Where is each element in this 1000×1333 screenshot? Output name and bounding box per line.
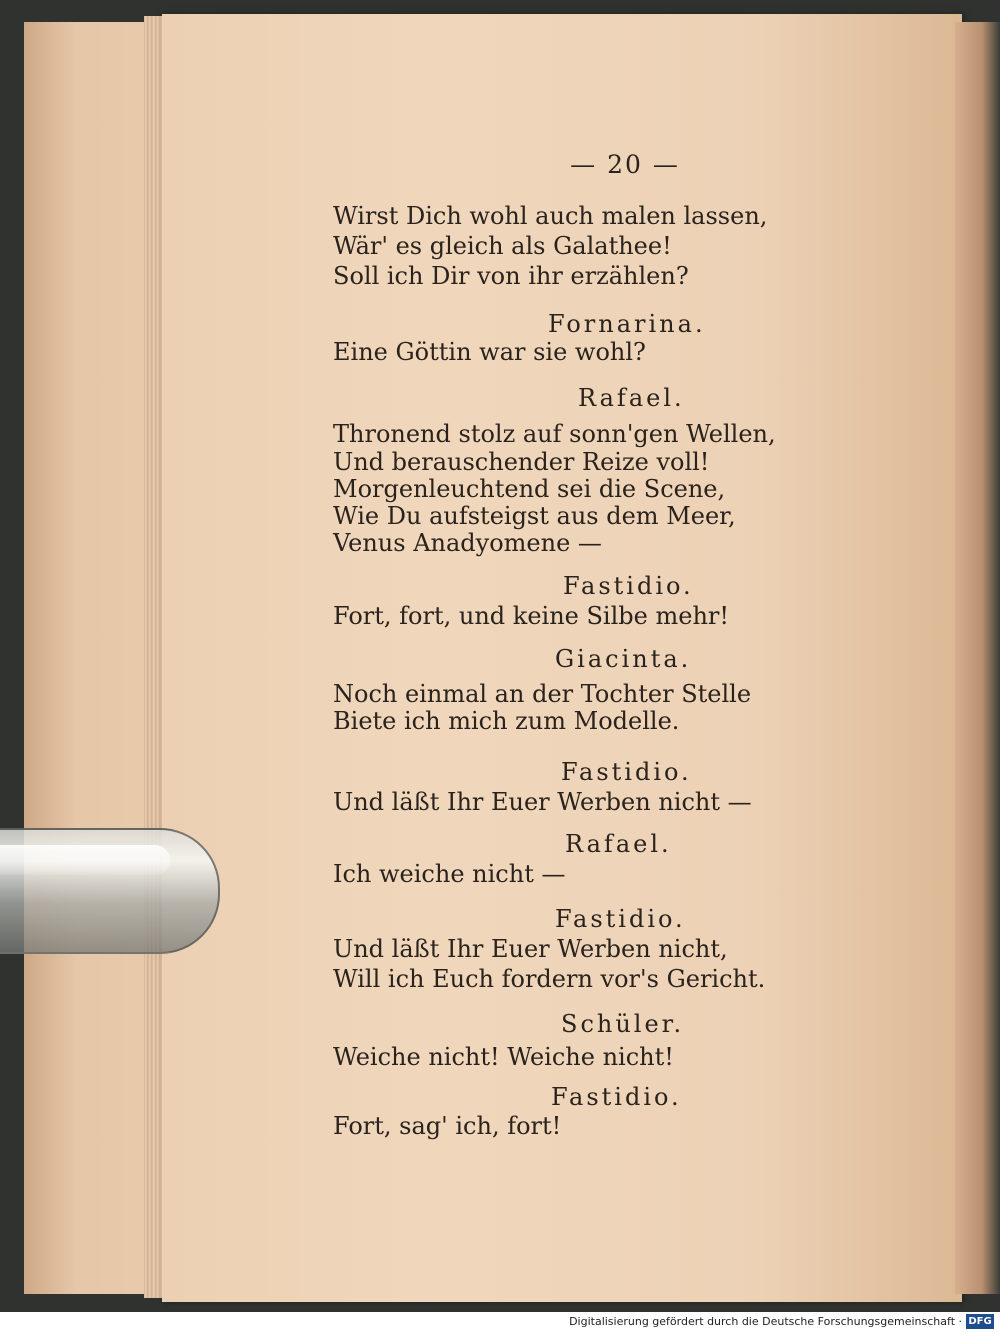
verse-line: Fort, fort, und keine Silbe mehr! bbox=[333, 602, 730, 630]
page-number: — 20 — bbox=[570, 150, 680, 179]
verse-line: Fort, sag' ich, fort! bbox=[333, 1112, 562, 1140]
verse-line: Und berauschender Reize voll! bbox=[333, 448, 710, 476]
show-through-text bbox=[720, 220, 940, 1170]
dfg-logo: DFG bbox=[966, 1314, 994, 1329]
previous-page-edge bbox=[24, 22, 156, 1294]
speaker-name: Fastidio. bbox=[563, 572, 694, 600]
glass-highlight bbox=[0, 845, 170, 875]
speaker-name: Giacinta. bbox=[555, 645, 692, 673]
verse-line: Noch einmal an der Tochter Stelle bbox=[333, 680, 752, 708]
verse-line: Wär' es gleich als Galathee! bbox=[333, 232, 672, 260]
verse-line: Weiche nicht! Weiche nicht! bbox=[333, 1043, 674, 1071]
verse-line: Will ich Euch fordern vor's Gericht. bbox=[333, 965, 766, 993]
verse-line: Thronend stolz auf sonn'gen Wellen, bbox=[333, 420, 776, 448]
page-gutter-right bbox=[955, 22, 1000, 1294]
speaker-name: Rafael. bbox=[578, 384, 685, 412]
verse-line: Ich weiche nicht — bbox=[333, 860, 566, 888]
verse-line: Eine Göttin war sie wohl? bbox=[333, 338, 646, 366]
verse-line: Wie Du aufsteigst aus dem Meer, bbox=[333, 502, 736, 530]
verse-line: Morgenleuchtend sei die Scene, bbox=[333, 475, 726, 503]
verse-line: Venus Anadyomene — bbox=[333, 529, 602, 557]
speaker-name: Rafael. bbox=[565, 830, 672, 858]
footer-bar bbox=[0, 1312, 1000, 1333]
speaker-name: Fastidio. bbox=[555, 905, 686, 933]
funding-credit: Digitalisierung gefördert durch die Deutsche Forschungsgemeinschaft · bbox=[569, 1315, 962, 1328]
verse-line: Wirst Dich wohl auch malen lassen, bbox=[333, 202, 768, 230]
speaker-name: Fornarina. bbox=[548, 310, 706, 338]
verse-line: Und läßt Ihr Euer Werben nicht — bbox=[333, 788, 752, 816]
speaker-name: Schüler. bbox=[561, 1010, 685, 1038]
verse-line: Soll ich Dir von ihr erzählen? bbox=[333, 262, 689, 290]
verse-line: Biete ich mich zum Modelle. bbox=[333, 707, 680, 735]
verse-line: Und läßt Ihr Euer Werben nicht, bbox=[333, 935, 728, 963]
speaker-name: Fastidio. bbox=[551, 1083, 682, 1111]
speaker-name: Fastidio. bbox=[561, 758, 692, 786]
